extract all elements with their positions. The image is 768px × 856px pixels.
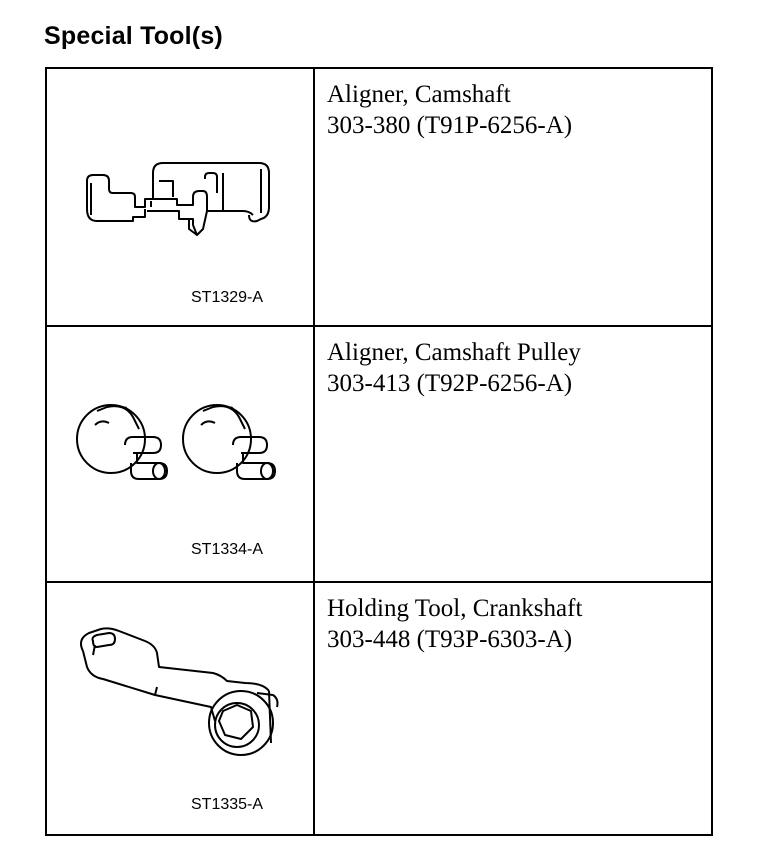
table-row — [47, 327, 711, 583]
special-tools-table — [45, 67, 713, 836]
tool-illustration-cell — [47, 327, 315, 581]
table-row — [47, 69, 711, 327]
tool-description — [327, 593, 582, 655]
tool-name: Holding Tool, Crankshaft — [327, 595, 583, 622]
camshaft-aligner-icon — [47, 69, 313, 325]
camshaft-pulley-aligner-icon — [47, 327, 313, 583]
tool-illustration-cell — [47, 69, 315, 325]
tool-code: ST1334-A — [191, 541, 264, 558]
tool-code: ST1329-A — [191, 289, 264, 306]
tool-illustration-cell — [47, 583, 315, 834]
tool-description — [327, 79, 572, 141]
tool-name: Aligner, Camshaft Pulley — [327, 339, 581, 366]
tool-number: 303-380 (T91P-6256-A) — [327, 112, 573, 139]
tool-code: ST1335-A — [191, 796, 264, 813]
page-title: Special Tool(s) — [44, 22, 223, 50]
crankshaft-holding-tool-icon — [47, 583, 313, 834]
tool-name: Aligner, Camshaft — [327, 81, 511, 108]
tool-number: 303-413 (T92P-6256-A) — [327, 370, 573, 397]
table-row — [47, 583, 711, 834]
tool-number: 303-448 (T93P-6303-A) — [327, 626, 573, 653]
tool-description — [327, 337, 581, 399]
